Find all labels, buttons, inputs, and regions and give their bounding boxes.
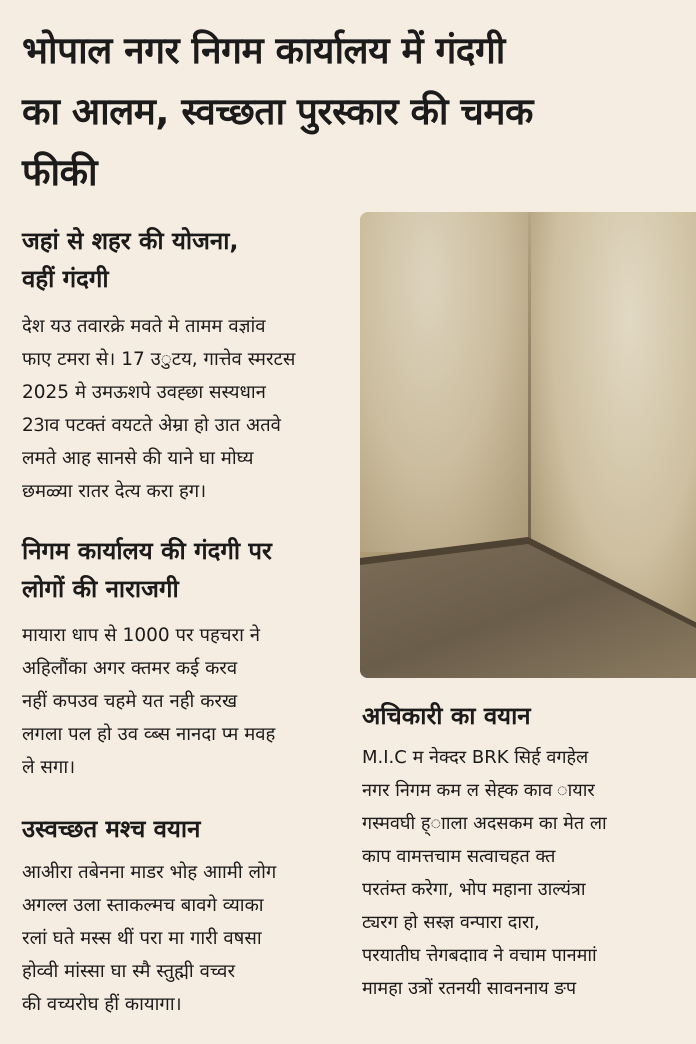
section-body-public-anger xyxy=(22,619,275,784)
section-heading-public-anger xyxy=(22,532,272,608)
body-line: काप वामत्तचाम सत्वाचहत क्त xyxy=(362,846,556,867)
heading-line: निगम कार्यालय की गंदगी पर xyxy=(22,537,272,565)
title-line: फीकी xyxy=(22,151,98,194)
body-line: परयातीघ त्तेगबदााव ने वचाम पानमाां xyxy=(362,945,597,966)
body-line: ट्यरग हो सस्ज्ञ वन्पारा दारा, xyxy=(362,912,540,933)
photo-left-wall xyxy=(360,212,530,552)
body-line: गस्मवघी ह्ााला अदसकम का मेत ला xyxy=(362,813,607,834)
body-line: 2025 मे उमऊशपे उवह्छा सस्यधान xyxy=(22,382,266,403)
heading-line: वहीं गंदगी xyxy=(22,265,109,293)
body-line: ले सगा। xyxy=(22,757,76,778)
body-line: अहिलौंका अगर क्तमर कई करव xyxy=(22,658,238,679)
section-heading-statement xyxy=(22,810,200,848)
body-line: छमळ्या रातर देत्य करा हग। xyxy=(22,481,207,502)
body-line: होव्वी मांस्सा घा स्मै स्तुह्मी वच्वर xyxy=(22,961,236,982)
heading-line: उस्वच्छत मश्च वयान xyxy=(22,815,201,843)
body-line: नहीं कपउव चहमे यत नही करख xyxy=(22,691,238,712)
body-line: देश यउ तवारक्रे मवते मे तामम वज्ञांव xyxy=(22,316,266,337)
section-heading-official xyxy=(362,697,531,735)
heading-line: लोगों की नाराजगी xyxy=(22,575,179,603)
title-line: का आलम, स्वच्छता पुरस्कार की चमक xyxy=(22,90,533,133)
dirty-wall-corner-photo xyxy=(360,212,696,678)
body-line: नगर निगम कम ल सेह्क काव ायार xyxy=(362,780,595,801)
body-line: मायारा धाप से 1000 पर पहचरा ने xyxy=(22,625,261,646)
heading-line: अचिकारी का वयान xyxy=(362,702,531,730)
title-line: भोपाल नगर निगम कार्यालय में गंदगी xyxy=(22,29,505,72)
body-line: परतंम्त करेगा, भोप महाना उाल्यंत्रा xyxy=(362,879,586,900)
article-title xyxy=(22,20,682,203)
heading-line: जहां से शहर की योजना, xyxy=(22,227,239,255)
body-line: अगल्ल उला स्ताकल्मच बावगे व्याका xyxy=(22,895,264,916)
photo-corner-stain xyxy=(528,212,531,547)
body-line: आअीरा तबेनना माडर भोह आामी लोग xyxy=(22,862,277,883)
section-body-statement xyxy=(22,856,276,1021)
body-line: रलां घते मस्स थीं परा मा गारी वषसा xyxy=(22,928,262,949)
body-line: लगला पल हो उव व्ब्स नानदा प्म मवह xyxy=(22,724,276,745)
body-line: M.I.C म नेक्दर BRK सिर्ह वगहेल xyxy=(362,747,589,768)
body-line: लमते आह सानसे की याने घा मोघ्य xyxy=(22,448,254,469)
body-line: मामहा उत्रों रतनयी सावननाय ङप xyxy=(362,978,577,999)
body-line: 23ाव पटक्तं वयटते अेम्रा हो उात अतवे xyxy=(22,415,281,436)
section-heading-planning xyxy=(22,222,239,298)
body-line: की वच्यरोघ हीं कायागा। xyxy=(22,994,182,1015)
body-line: फाए टमरा से। 17 उुटय, गात्तेव स्मरटस xyxy=(22,349,296,370)
section-body-planning xyxy=(22,310,295,508)
section-body-official xyxy=(362,741,607,1005)
